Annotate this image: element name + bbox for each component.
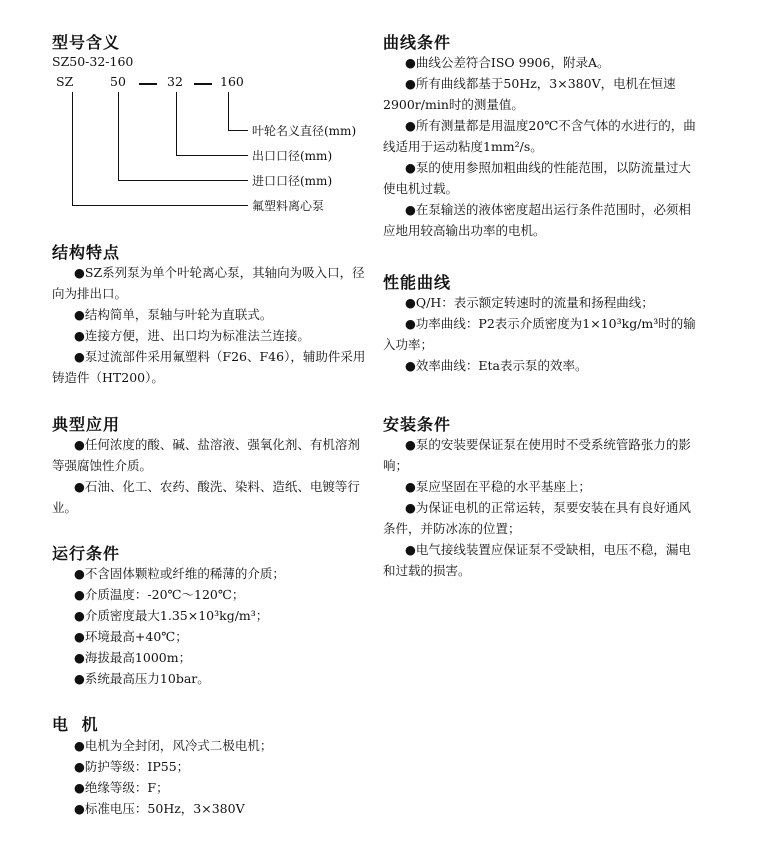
list-item: ●SZ系列泵为单个叶轮离心泵，其轴向为吸入口，径向为排出口。 <box>52 265 365 301</box>
list-item: ●介质温度：-20℃～120℃； <box>74 587 245 602</box>
list-item: ●在泵输送的液体密度超出运行条件范围时，必须相应地用较高输出功率的电机。 <box>383 202 691 238</box>
list-item: ●绝缘等级：F； <box>74 780 169 795</box>
application-heading: 典型应用 <box>52 415 121 434</box>
model-part-series: SZ <box>56 74 74 89</box>
curve-conditions-list <box>383 52 703 241</box>
installation-list <box>383 434 703 581</box>
list-item: ●Q/H：表示额定转速时的流量和扬程曲线； <box>405 295 654 310</box>
list-item: ●电气接线装置应保证泵不受缺相，电压不稳，漏电和过载的损害。 <box>383 542 691 578</box>
list-item: ●泵的使用参照加粗曲线的性能范围，以防流量过大使电机过载。 <box>383 160 691 196</box>
motor-heading: 电 机 <box>52 715 99 734</box>
connector-line <box>176 92 177 155</box>
list-item: ●泵过流部件采用氟塑料（F26、F46），辅助件采用铸造件（HT200）。 <box>52 349 366 385</box>
curve-conditions-heading: 曲线条件 <box>383 33 452 52</box>
structure-heading: 结构特点 <box>52 243 121 262</box>
connector-line <box>118 92 119 180</box>
list-item: ●石油、化工、农药、酸洗、染料、造纸、电镀等行业。 <box>52 479 360 515</box>
structure-list <box>52 262 367 388</box>
list-item: ●防护等级：IP55； <box>74 759 190 774</box>
model-dash <box>139 83 157 85</box>
list-item: ●所有测量都是用温度20℃不含气体的水进行的，曲线适用于运动粘度1mm²/s。 <box>383 118 696 154</box>
label-pump-type: 氟塑料离心泵 <box>252 199 325 213</box>
model-part-outlet: 32 <box>167 74 183 89</box>
motor-list <box>74 735 369 819</box>
label-inlet-diameter: 进口口径(mm) <box>252 174 333 188</box>
list-item: ●效率曲线：Eta表示泵的效率。 <box>405 358 588 373</box>
label-impeller-diameter: 叶轮名义直径(mm) <box>252 124 357 138</box>
list-item: ●任何浓度的酸、碱、盐溶液、强氧化剂、有机溶剂等强腐蚀性介质。 <box>52 437 360 473</box>
operating-list <box>74 563 369 689</box>
connector-line <box>72 205 248 206</box>
list-item: ●连接方便，进、出口均为标准法兰连接。 <box>74 328 310 343</box>
installation-heading: 安装条件 <box>383 415 452 434</box>
list-item: ●标准电压：50Hz，3×380V <box>74 801 245 816</box>
list-item: ●介质密度最大1.35×10³kg/m³； <box>74 608 269 623</box>
list-item: ●系统最高压力10bar。 <box>74 671 210 686</box>
list-item: ●结构简单，泵轴与叶轮为直联式。 <box>74 307 273 322</box>
connector-line <box>72 92 73 205</box>
connector-line <box>118 180 248 181</box>
performance-list <box>383 292 703 376</box>
connector-line <box>228 92 229 130</box>
list-item: ●所有曲线都基于50Hz，3×380V，电机在恒速2900r/min时的测量值。 <box>383 76 676 112</box>
list-item: ●曲线公差符合ISO 9906，附录A。 <box>405 55 610 70</box>
list-item: ●电机为全封闭，风冷式二极电机； <box>74 738 273 753</box>
model-part-inlet: 50 <box>110 74 126 89</box>
list-item: ●泵应坚固在平稳的水平基座上； <box>405 479 591 494</box>
connector-line <box>176 155 248 156</box>
model-full-code: SZ50-32-160 <box>52 54 134 69</box>
list-item: ●不含固体颗粒或纤维的稀薄的介质； <box>74 566 285 581</box>
performance-heading: 性能曲线 <box>383 273 452 292</box>
application-list <box>52 434 367 518</box>
connector-line <box>228 130 248 131</box>
list-item: ●功率曲线：P2表示介质密度为1×10³kg/m³时的输入功率； <box>383 316 696 352</box>
model-heading: 型号含义 <box>52 33 121 52</box>
operating-heading: 运行条件 <box>52 544 121 563</box>
list-item: ●环境最高+40℃； <box>74 629 188 644</box>
model-part-impeller: 160 <box>220 74 244 89</box>
model-dash <box>194 83 212 85</box>
list-item: ●海拔最高1000m； <box>74 650 192 665</box>
list-item: ●为保证电机的正常运转，泵要安装在具有良好通风条件，并防冰冻的位置； <box>383 500 691 536</box>
list-item: ●泵的安装要保证泵在使用时不受系统管路张力的影响； <box>383 437 691 473</box>
label-outlet-diameter: 出口口径(mm) <box>252 149 333 163</box>
